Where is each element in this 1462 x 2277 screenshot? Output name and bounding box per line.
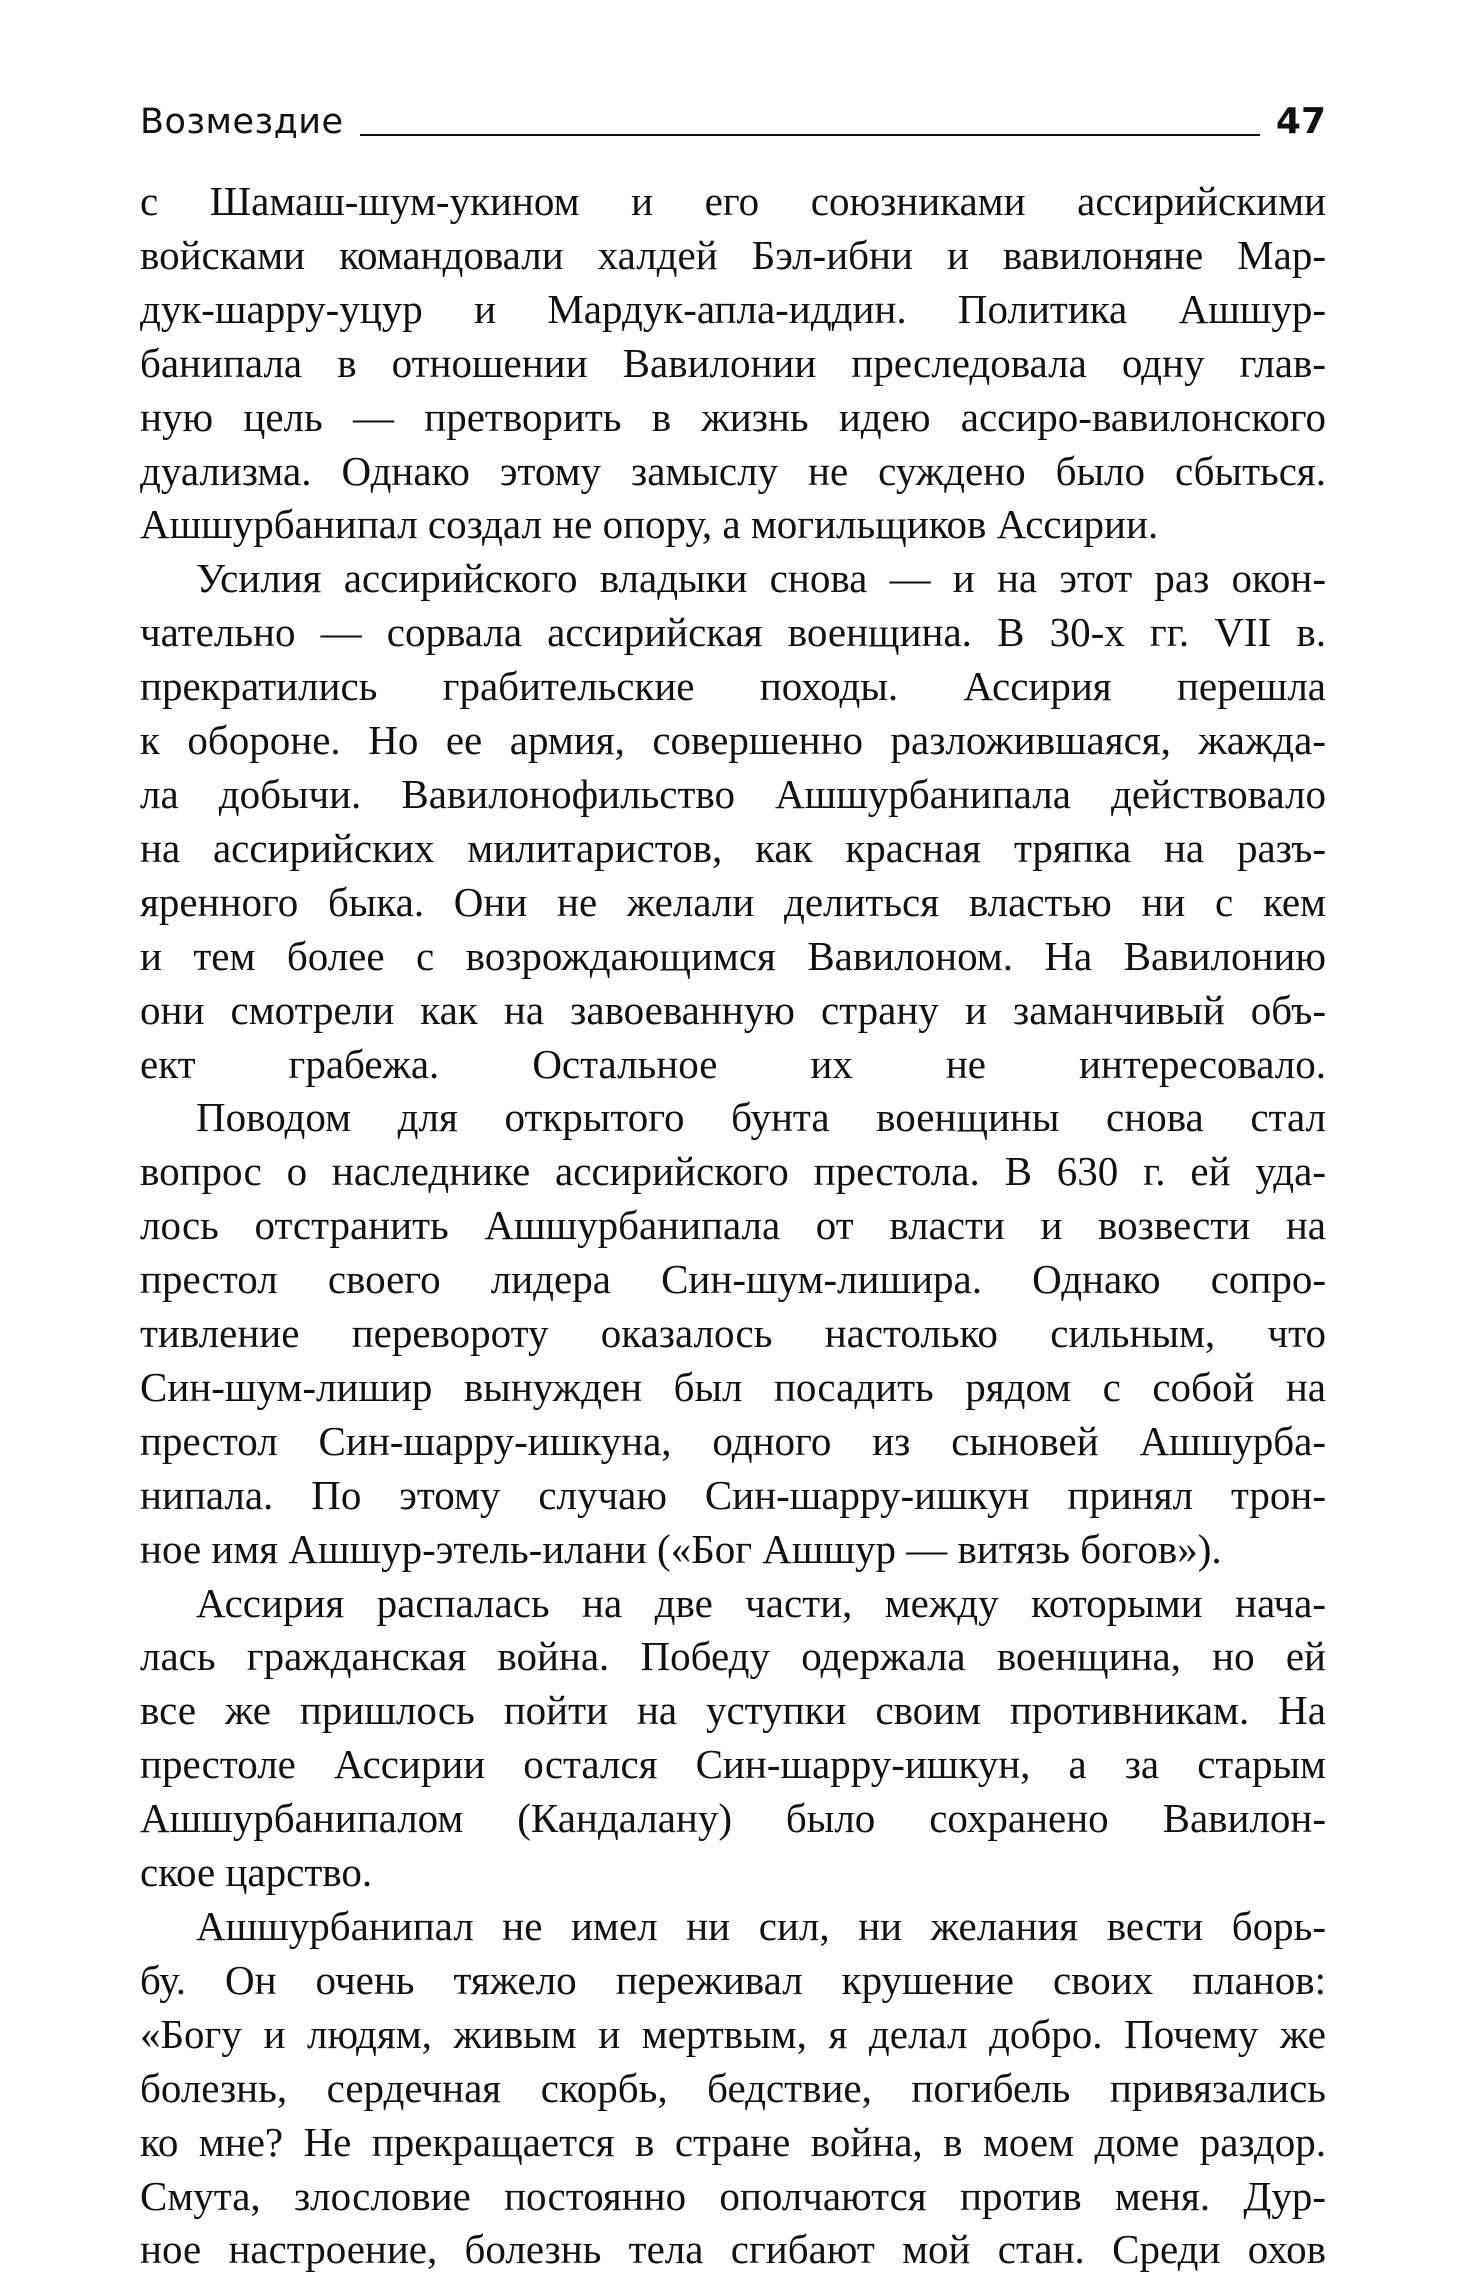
paragraph xyxy=(140,1577,1326,1900)
text-line: бу. Он очень тяжело переживал крушение своих планов: xyxy=(140,1956,1326,2003)
text-line: Ашшурбанипал создал не опору, а могильщиков Ассирии. xyxy=(140,501,1159,548)
text-line: Усилия ассирийского владыки снова — и на этот раз окон- xyxy=(196,555,1326,602)
text-line: к обороне. Но ее армия, совершенно разложившаяся, жажда- xyxy=(140,717,1326,764)
text-line: Ассирия распалась на две части, между которыми нача- xyxy=(196,1579,1326,1626)
text-line: они смотрели как на завоеванную страну и заманчивый объ- xyxy=(140,986,1326,1033)
text-line: престол Син-шарру-ишкуна, одного из сыновей Ашшурба- xyxy=(140,1417,1326,1464)
text-line: дук-шарру-уцур и Мардук-апла-иддин. Политика Ашшур- xyxy=(140,285,1326,332)
text-line: ное настроение, болезнь тела сгибают мой стан. Среди охов xyxy=(140,2226,1326,2273)
text-line: ко мне? Не прекращается в стране война, в моем доме раздор. xyxy=(140,2118,1326,2165)
text-line: дуализма. Однако этому замыслу не суждено было сбыться. xyxy=(140,447,1326,494)
paragraph xyxy=(140,175,1326,552)
running-header xyxy=(140,80,1326,140)
paragraph xyxy=(140,1091,1326,1576)
paragraph xyxy=(140,552,1326,1091)
text-line: и тем более с возрождающимся Вавилоном. На Вавилонию xyxy=(140,932,1326,979)
text-line: ект грабежа. Остальное их не интересовало. xyxy=(140,1040,1326,1087)
text-line: Ашшурбанипал не имел ни сил, ни желания вести борь- xyxy=(196,1903,1326,1949)
page-number: 47 xyxy=(1275,101,1326,142)
text-line: Поводом для открытого бунта военщины снова стал xyxy=(196,1094,1326,1141)
text-line: Син-шум-лишир вынужден был посадить рядом с собой на xyxy=(140,1363,1326,1410)
chapter-title: Возмездие xyxy=(140,102,344,142)
text-line: лась гражданская война. Победу одержала военщина, но ей xyxy=(140,1633,1326,1680)
text-line: престол своего лидера Син-шум-лишира. Однако сопро- xyxy=(140,1256,1326,1303)
text-line: на ассирийских милитаристов, как красная тряпка на разъ- xyxy=(140,824,1326,871)
paragraph xyxy=(140,1900,1326,2277)
text-line: банипала в отношении Вавилонии преследовала одну глав- xyxy=(140,339,1326,386)
text-line: прекратились грабительские походы. Ассирия перешла xyxy=(140,663,1326,710)
text-line: «Богу и людям, живым и мертвым, я делал добро. Почему же xyxy=(140,2010,1326,2057)
text-line: лось отстранить Ашшурбанипала от власти и возвести на xyxy=(140,1202,1326,1249)
header-rule xyxy=(360,134,1260,136)
text-line: с Шамаш-шум-укином и его союзниками ассирийскими xyxy=(140,178,1326,224)
text-line: ское царство. xyxy=(140,1849,373,1896)
text-line: болезнь, сердечная скорбь, бедствие, погибель привязались xyxy=(140,2064,1326,2111)
text-line: тивление перевороту оказалось настолько сильным, что xyxy=(140,1310,1326,1357)
text-line: нипала. По этому случаю Син-шарру-ишкун принял трон- xyxy=(140,1471,1326,1518)
text-line: яренного быка. Они не желали делиться властью ни с кем xyxy=(140,878,1326,925)
text-line: Ашшурбанипалом (Кандалану) было сохранено Вавилон- xyxy=(140,1795,1326,1842)
body-text xyxy=(140,175,1326,2277)
text-line: Смута, злословие постоянно ополчаются против меня. Дур- xyxy=(140,2172,1326,2219)
text-line: чательно — сорвала ассирийская военщина. В 30-х гг. VII в. xyxy=(140,609,1326,656)
text-line: все же пришлось пойти на уступки своим противникам. На xyxy=(140,1687,1326,1734)
text-line: вопрос о наследнике ассирийского престола. В 630 г. ей уда- xyxy=(140,1148,1326,1195)
text-line: войсками командовали халдей Бэл-ибни и вавилоняне Мар- xyxy=(140,231,1326,278)
text-line: ную цель — претворить в жизнь идею ассиро-вавилонского xyxy=(140,393,1326,440)
text-line: ное имя Ашшур-этель-илани («Бог Ашшур — витязь богов»). xyxy=(140,1525,1222,1572)
text-line: ла добычи. Вавилонофильство Ашшурбанипала действовало xyxy=(140,770,1326,817)
text-line: престоле Ассирии остался Син-шарру-ишкун, а за старым xyxy=(140,1741,1326,1788)
